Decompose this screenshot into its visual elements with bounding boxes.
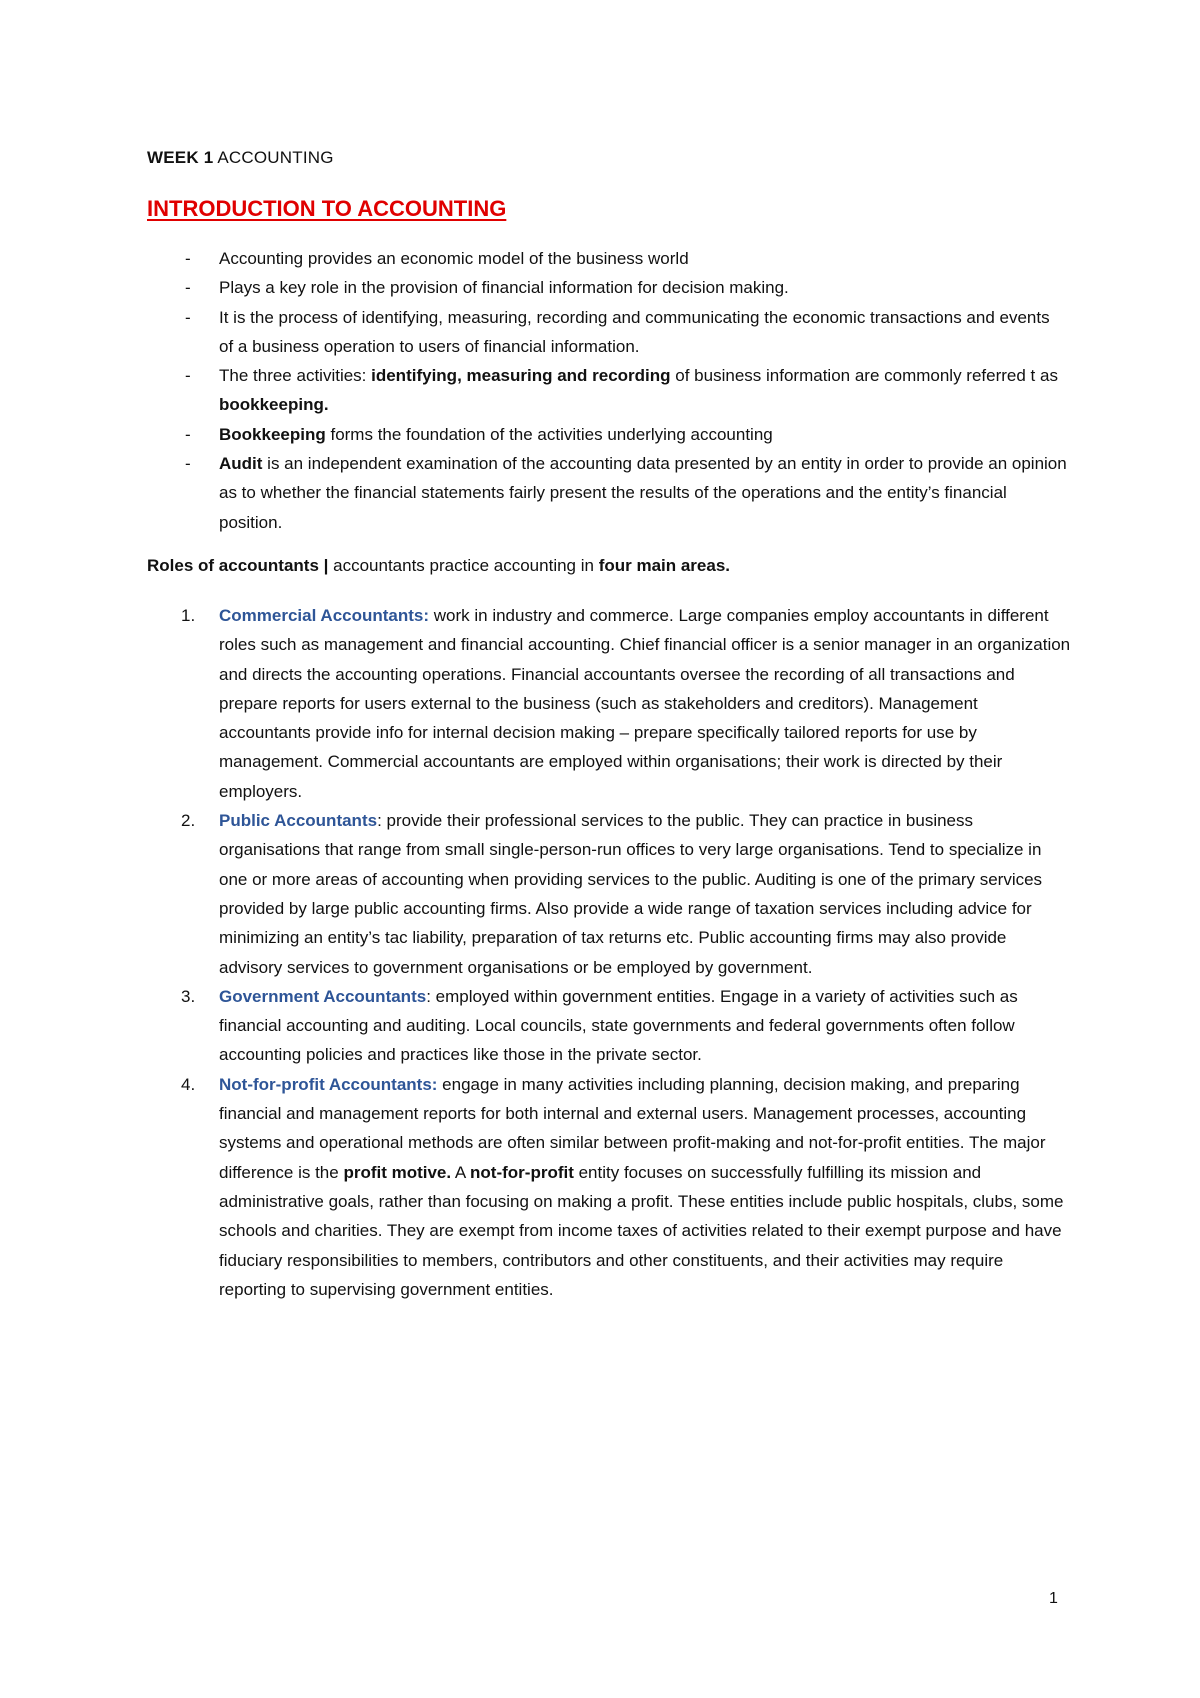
bullet-item	[147, 420, 1067, 449]
roles-intro-bold: four main areas.	[598, 556, 731, 575]
week-label: WEEK 1	[147, 148, 214, 167]
bullet-item	[147, 303, 1067, 362]
bullet-bold-text: Audit	[219, 454, 263, 474]
week-title	[147, 148, 334, 168]
role-bold-text: not-for-profit	[470, 1162, 574, 1182]
intro-bullet-list	[147, 244, 1067, 537]
bullet-dash: -	[185, 454, 191, 474]
role-name: Not-for-profit Accountants:	[219, 1074, 438, 1094]
bullet-text: is an independent examination of the accounting data presented by an entity in order to provide an opinion as to whether the financial statements fairly present the results of the operations and the entity’s financial position.	[219, 454, 1067, 532]
bullet-bold-text: bookkeeping.	[219, 395, 329, 415]
main-heading: INTRODUCTION TO ACCOUNTING	[147, 196, 507, 221]
bullet-bold-text: identifying, measuring and recording	[371, 366, 671, 386]
role-item	[147, 1070, 1072, 1304]
bullet-text: of business information are commonly referred t as	[670, 366, 1058, 386]
role-bold-text: profit motive.	[343, 1162, 452, 1182]
role-name: Public Accountants	[219, 811, 378, 831]
roles-list	[147, 601, 1072, 1304]
bullet-dash: -	[185, 424, 191, 444]
role-text: entity focuses on successfully fulfilling its mission and administrative goals, rather than focusing on making a profit. These entities include public hospitals, clubs, some schools and charities. They are exempt from income taxes of activities related to their exempt purpose and have fiduciary responsibilities to members, contributors and other constituents, and their activities may require reporting to supervising government entities.	[219, 1162, 1064, 1299]
role-text: : provide their professional services to the public. They can practice in business organisations that range from small single-person-run offices to very large organisations. Tend to specialize in one or more areas of accounting when providing services to the public. Auditing is one of the primary services provided by large public accounting firms. Also provide a wide range of taxation services including advice for minimizing an entity’s tac liability, preparation of tax returns etc. Public accounting firms may also provide advisory services to government organisations or be employed by government.	[219, 811, 1043, 977]
page-number: 1	[1049, 1590, 1058, 1607]
role-number: 3.	[181, 986, 196, 1006]
role-text: A	[451, 1162, 471, 1182]
role-item	[147, 982, 1072, 1070]
bullet-text: The three activities:	[219, 366, 372, 386]
role-number: 4.	[181, 1074, 196, 1094]
roles-intro	[147, 556, 1107, 576]
bullet-item	[147, 244, 1067, 273]
role-item	[147, 601, 1072, 806]
bullet-item	[147, 361, 1067, 420]
bullet-dash: -	[185, 366, 191, 386]
subject-label: ACCOUNTING	[213, 148, 334, 167]
bullet-dash: -	[185, 307, 191, 327]
bullet-item	[147, 449, 1067, 537]
bullet-text: forms the foundation of the activities underlying accounting	[325, 424, 773, 444]
bullet-text: It is the process of identifying, measuring, recording and communicating the economic transactions and events of a business operation to users of financial information.	[219, 307, 1050, 356]
roles-intro-text: accountants practice accounting in	[328, 556, 599, 575]
role-name: Commercial Accountants:	[219, 606, 430, 625]
role-text: work in industry and commerce. Large companies employ accountants in different roles such as management and financial accounting. Chief financial officer is a senior manager in an organization and directs the accounting operations. Financial accountants oversee the recording of all transactions and prepare reports for users external to the business (such as stakeholders and creditors). Management accountants provide info for internal decision making – prepare specifically tailored reports for use by management. Commercial accountants are employed within organisations; their work is directed by their employers.	[219, 606, 1071, 801]
bullet-dash: -	[185, 249, 191, 268]
roles-intro-bold: Roles of accountants |	[147, 556, 329, 575]
bullet-dash: -	[185, 278, 191, 298]
role-item	[147, 806, 1072, 982]
bullet-text: Accounting provides an economic model of the business world	[219, 249, 689, 268]
role-text: engage in many activities including planning, decision making, and preparing financial and management reports for both internal and external users. Management processes, accounting systems and operational methods are often similar between profit-making and not-for-profit entities. The major difference is the	[219, 1074, 1046, 1182]
role-name: Government Accountants	[219, 986, 427, 1006]
bullet-item	[147, 273, 1067, 302]
role-text: : employed within government entities. Engage in a variety of activities such as financial accounting and auditing. Local councils, state governments and federal governments often follow accounting policies and practices like those in the private sector.	[219, 986, 1018, 1065]
bullet-bold-text: Bookkeeping	[219, 424, 326, 444]
bullet-text: Plays a key role in the provision of financial information for decision making.	[219, 278, 789, 298]
role-number: 2.	[181, 811, 196, 831]
role-number: 1.	[181, 606, 196, 625]
